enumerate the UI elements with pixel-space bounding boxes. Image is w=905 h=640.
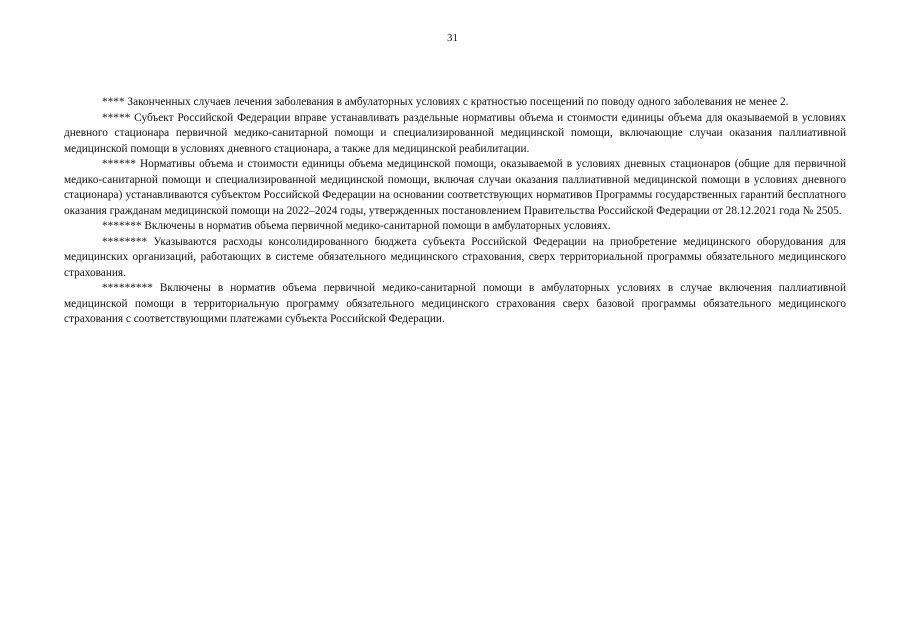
page-number: 31 xyxy=(447,32,458,44)
footnote-8-stars: ******** Указываются расходы консолидированного бюджета субъекта Российской Федерации на приобретение медицинского оборудования для медицинских организаций, работающих в системе обязательного медицинского страхования, сверх территориальной программы обязательного медицинского страхования. xyxy=(64,235,846,279)
footnote-5-stars: ***** Субъект Российской Федерации вправе устанавливать раздельные нормативы объема и стоимости единицы объема для оказываемой в условиях дневного стационара первичной медико-санитарной помощи и специализированной медицинской помощи, включающие случаи оказания паллиативной медицинской помощи в условиях дневного стационара, а также для медицинской реабилитации. xyxy=(64,111,846,155)
footnote-7-stars: ******* Включены в норматив объема первичной медико-санитарной помощи в амбулаторных условиях. xyxy=(102,220,611,232)
footnote-4-stars: **** Законченных случаев лечения заболевания в амбулаторных условиях с кратностью посещений по поводу одного заболевания не менее 2. xyxy=(102,96,789,108)
footnote-9-stars: ********* Включены в норматив объема первичной медико-санитарной помощи в амбулаторных условиях в случае включения паллиативной медицинской помощи в территориальную программу обязательного медицинского страхования сверх базовой программы обязательного медицинского страхования с соответствующими платежами субъекта Российской Федерации. xyxy=(64,282,846,325)
footnote-6-stars: ****** Нормативы объема и стоимости единицы объема медицинской помощи, оказываемой в условиях дневных стационаров (общие для первичной медико-санитарной помощи и специализированной медицинской помощи, включая случаи оказания паллиативной медицинской помощи в условиях дневного стационара) устанавливаются субъектом Российской Федерации на основании соответствующих нормативов Программы государственных гарантий бесплатного оказания гражданам медицинской помощи на 2022–2024 годы, утвержденных постановлением Правительства Российской Федерации от 28.12.2021 года № 2505. xyxy=(64,158,846,217)
footnotes-section xyxy=(64,95,846,328)
